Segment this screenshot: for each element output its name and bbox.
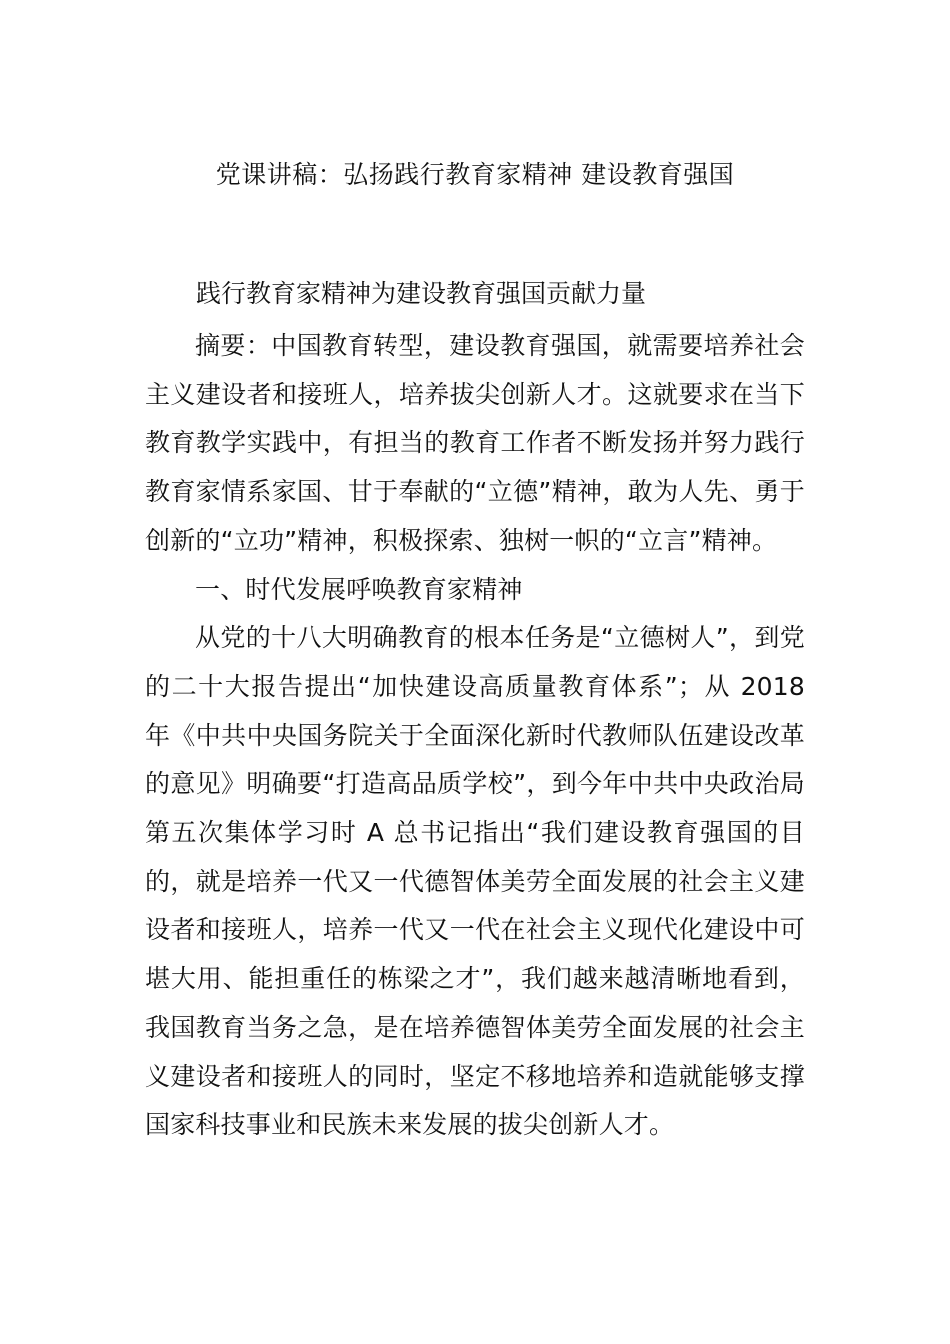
document-body <box>145 322 805 1150</box>
body-paragraph: 从党的十八大明确教育的根本任务是“立德树人”，到党的二十大报告提出“加快建设高质量教育体系”；从 2018 年《中共中央国务院关于全面深化新时代教师队伍建设改革的意见》明确要“打造高品质学校”，到今年中共中央政治局第五次集体学习时 A 总书记指出“我们建设教育强国的目的，就是培养一代又一代德智体美劳全面发展的社会主义建设者和接班人，培养一代又一代在社会主义现代化建设中可堪大用、能担重任的栋梁之才”，我们越来越清晰地看到，我国教育当务之急，是在培养德智体美劳全面发展的社会主义建设者和接班人的同时，坚定不移地培养和造就能够支撑国家科技事业和民族未来发展的拔尖创新人才。 <box>145 623 805 1140</box>
document-title: 党课讲稿：弘扬践行教育家精神 建设教育强国 <box>215 160 735 189</box>
abstract-paragraph: 摘要：中国教育转型，建设教育强国，就需要培养社会主义建设者和接班人，培养拔尖创新人才。这就要求在当下教育教学实践中，有担当的教育工作者不断发扬并努力践行教育家情系家国、甘于奉献的“立德”精神，敢为人先、勇于创新的“立功”精神，积极探索、独树一帜的“立言”精神。 <box>145 331 805 555</box>
document-subtitle: 践行教育家精神为建设教育强国贡献力量 <box>196 279 647 308</box>
section-heading: 一、时代发展呼唤教育家精神 <box>195 574 523 604</box>
